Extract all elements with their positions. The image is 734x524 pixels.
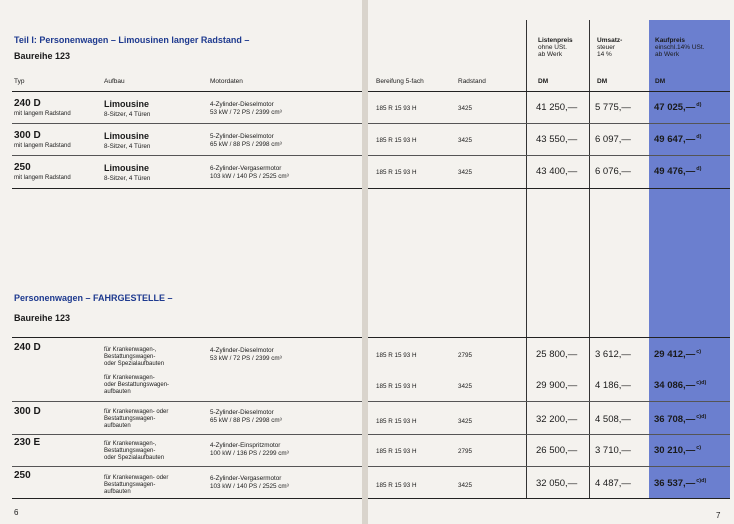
tire-size: 185 R 15 93 H (376, 482, 417, 489)
col-header-aufbau: Aufbau (104, 78, 125, 85)
list-price: 29 900,— (536, 380, 578, 391)
list-price: 25 800,— (536, 349, 578, 360)
wheelbase: 2795 (458, 448, 473, 455)
wheelbase: 3425 (458, 383, 473, 390)
vat: 5 775,— (595, 102, 631, 113)
col-header-dm: DM (597, 78, 608, 85)
body-type: Limousine (104, 163, 150, 173)
tire-size: 185 R 15 93 H (376, 418, 417, 425)
tire-size: 185 R 15 93 H (376, 169, 417, 176)
col-header-dm: DM (538, 78, 549, 85)
motor-line1: 4-Zylinder-Dieselmotor (210, 347, 274, 354)
model-name: 240 D (14, 342, 41, 353)
body-sub: 8-Sitzer, 4 Türen (104, 111, 151, 118)
vat: 4 186,— (595, 380, 631, 391)
motor-line2: 65 kW / 88 PS / 2998 cm³ (210, 141, 282, 148)
page-number: 7 (716, 511, 721, 520)
footnote-ref: d) (696, 102, 702, 108)
divider (12, 188, 362, 189)
model-name: 250 (14, 162, 31, 173)
aufbau-line2: Bestattungswagen- (104, 482, 156, 488)
aufbau-line2: Bestattungswagen- (104, 416, 156, 422)
motor-line1: 4-Zylinder-Einspritzmotor (210, 442, 281, 449)
wheelbase: 3425 (458, 418, 473, 425)
footnote-ref: c)d) (696, 414, 707, 420)
motor-line1: 5-Zylinder-Dieselmotor (210, 133, 274, 140)
divider (368, 91, 730, 92)
motor-line2: 103 kW / 140 PS / 2525 cm³ (210, 483, 289, 490)
model-sub: mit langem Radstand (14, 175, 71, 181)
divider (12, 123, 362, 124)
motor-line1: 5-Zylinder-Dieselmotor (210, 409, 274, 416)
list-price: 41 250,— (536, 102, 578, 113)
aufbau-line1: für Krankenwagen- oder (104, 475, 169, 481)
motor-line1: 6-Zylinder-Vergasermotor (210, 475, 282, 482)
motor-line1: 4-Zylinder-Dieselmotor (210, 101, 274, 108)
divider (368, 434, 730, 435)
right-page (368, 0, 734, 524)
col-header-listenpreis-3: ab Werk (538, 51, 563, 58)
purchase-price: 36 708,— (654, 414, 696, 426)
footnote-ref: c)d) (696, 478, 707, 484)
divider (368, 466, 730, 467)
divider (12, 498, 362, 499)
motor-line2: 53 kW / 72 PS / 2399 cm³ (210, 355, 282, 362)
purchase-price: 29 412,— (654, 349, 696, 361)
section-title: Teil I: Personenwagen – Limousinen langer Radstand – (14, 35, 250, 45)
list-price: 32 050,— (536, 478, 578, 489)
divider (368, 155, 730, 156)
tire-size: 185 R 15 93 H (376, 383, 417, 390)
vat: 4 508,— (595, 414, 631, 425)
motor-line2: 65 kW / 88 PS / 2998 cm³ (210, 417, 282, 424)
body-sub: 8-Sitzer, 4 Türen (104, 143, 151, 150)
divider (12, 155, 362, 156)
aufbau-line1: für Krankenwagen-, (104, 347, 157, 353)
footnote-ref: d) (696, 134, 702, 140)
col-header-listenpreis: Listenpreis (538, 37, 573, 44)
col-header-radstand: Radstand (458, 78, 486, 85)
aufbau-line3: oder Spezialaufbauten (104, 361, 165, 367)
motor-line2: 53 kW / 72 PS / 2399 cm³ (210, 109, 282, 116)
section-title: Personenwagen – FAHRGESTELLE – (14, 293, 173, 303)
col-header-kaufpreis-2: einschl.14% USt. (655, 44, 705, 51)
list-price: 32 200,— (536, 414, 578, 425)
list-price: 43 400,— (536, 166, 578, 177)
body-type: Limousine (104, 99, 150, 109)
divider (368, 401, 730, 402)
col-header-kaufpreis: Kaufpreis (655, 37, 685, 44)
col-header-motordaten: Motordaten (210, 78, 243, 85)
vat: 3 612,— (595, 349, 631, 360)
model-name: 240 D (14, 98, 41, 109)
divider (12, 91, 362, 92)
divider (368, 337, 730, 338)
motor-line2: 100 kW / 136 PS / 2299 cm³ (210, 450, 289, 457)
model-name: 300 D (14, 130, 41, 141)
aufbau-line3: aufbauten (104, 489, 131, 495)
page-number: 6 (14, 508, 19, 517)
aufbau-line2: Bestattungswagen- (104, 354, 156, 360)
divider (368, 498, 730, 499)
purchase-price: 36 537,— (654, 478, 696, 490)
aufbau-line1: für Krankenwagen-, (104, 441, 157, 447)
tire-size: 185 R 15 93 H (376, 137, 417, 144)
body-sub: 8-Sitzer, 4 Türen (104, 175, 151, 182)
model-name: 300 D (14, 406, 41, 417)
section-subtitle: Baureihe 123 (14, 313, 71, 323)
footnote-ref: d) (696, 166, 702, 172)
footnote-ref: c) (696, 349, 702, 355)
purchase-price: 49 647,— (654, 134, 696, 146)
wheelbase: 3425 (458, 482, 473, 489)
aufbau-line3: oder Spezialaufbauten (104, 455, 165, 461)
aufbau-line2: oder Bestattungswagen- (104, 382, 170, 388)
col-header-dm: DM (655, 78, 666, 85)
col-header-ust-2: steuer (597, 44, 616, 51)
footnote-ref: c)d) (696, 380, 707, 386)
divider (368, 188, 730, 189)
model-sub: mit langem Radstand (14, 143, 71, 149)
divider (12, 434, 362, 435)
col-header-ust-3: 14 % (597, 51, 612, 58)
motor-line2: 103 kW / 140 PS / 2525 cm³ (210, 173, 289, 180)
aufbau-line3: aufbauten (104, 423, 131, 429)
tire-size: 185 R 15 93 H (376, 448, 417, 455)
wheelbase: 3425 (458, 137, 473, 144)
tire-size: 185 R 15 93 H (376, 105, 417, 112)
wheelbase: 3425 (458, 169, 473, 176)
purchase-price: 49 476,— (654, 166, 696, 178)
left-page (0, 0, 362, 524)
divider (12, 466, 362, 467)
vat: 4 487,— (595, 478, 631, 489)
divider (12, 401, 362, 402)
purchase-price: 34 086,— (654, 380, 696, 392)
model-name: 250 (14, 470, 31, 481)
aufbau-line2: Bestattungswagen- (104, 448, 156, 454)
tire-size: 185 R 15 93 H (376, 352, 417, 359)
motor-line1: 6-Zylinder-Vergasermotor (210, 165, 282, 172)
col-header-bereifung: Bereifung 5-fach (376, 78, 424, 85)
col-header-listenpreis-2: ohne USt. (538, 44, 567, 51)
wheelbase: 3425 (458, 105, 473, 112)
col-header-typ: Typ (14, 78, 25, 85)
body-type: Limousine (104, 131, 150, 141)
model-sub: mit langem Radstand (14, 111, 71, 117)
footnote-ref: c) (696, 445, 702, 451)
vat: 3 710,— (595, 445, 631, 456)
aufbau-line3: aufbauten (104, 389, 131, 395)
divider (368, 123, 730, 124)
purchase-price: 30 210,— (654, 445, 696, 457)
model-name: 230 E (14, 437, 41, 448)
divider (12, 337, 362, 338)
col-header-kaufpreis-3: ab Werk (655, 51, 680, 58)
aufbau-line1: für Krankenwagen- oder (104, 409, 169, 415)
list-price: 26 500,— (536, 445, 578, 456)
aufbau-line1: für Krankenwagen- (104, 375, 155, 381)
vat: 6 097,— (595, 134, 631, 145)
wheelbase: 2795 (458, 352, 473, 359)
section-subtitle: Baureihe 123 (14, 51, 71, 61)
purchase-price: 47 025,— (654, 102, 696, 114)
vat: 6 076,— (595, 166, 631, 177)
list-price: 43 550,— (536, 134, 578, 145)
col-header-ust: Umsatz- (597, 37, 623, 44)
